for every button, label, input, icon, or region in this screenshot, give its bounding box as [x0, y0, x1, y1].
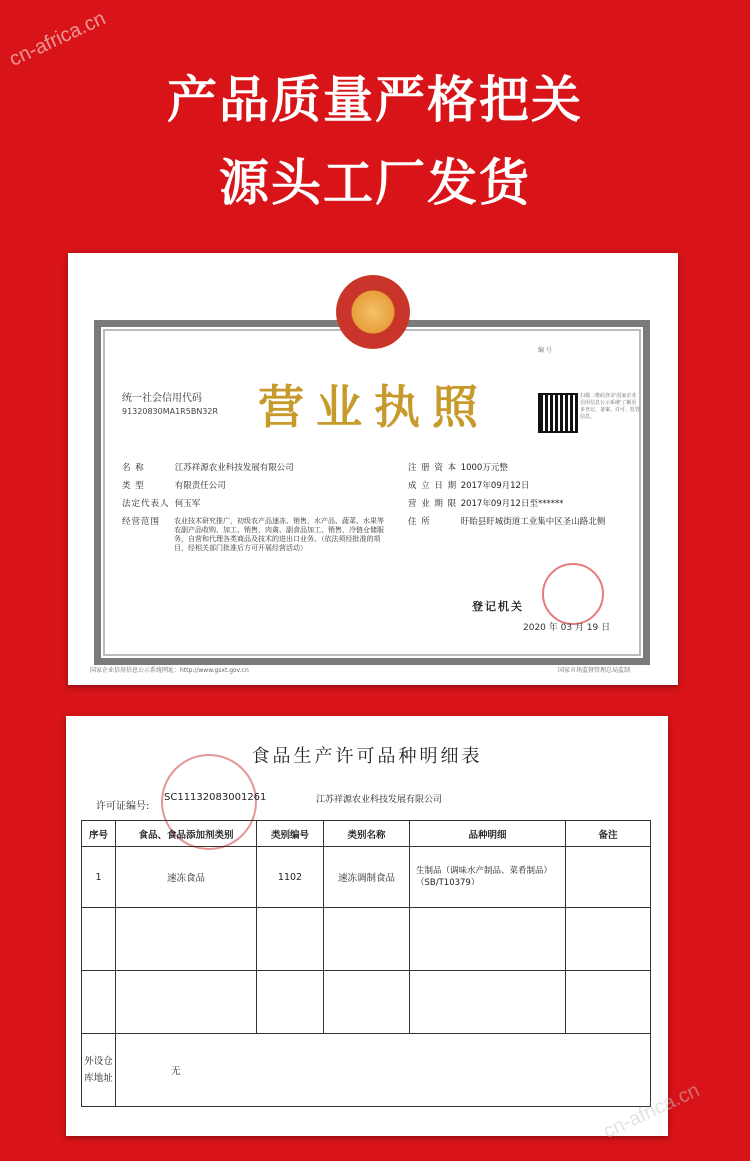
- business-license-card: [68, 253, 678, 685]
- table-row: [82, 847, 651, 908]
- license-no-label: 许可证编号:: [96, 801, 150, 812]
- national-emblem-icon: [336, 275, 410, 349]
- address-row: [408, 515, 605, 527]
- headline-line1: 产品质量严格把关: [167, 71, 583, 129]
- watermark-top-left: cn-africa.cn: [5, 7, 109, 71]
- permit-table: [81, 820, 651, 1107]
- red-seal-icon: [542, 563, 604, 625]
- capital-label: 注 册 资 本: [408, 463, 458, 473]
- header-note: 备注: [566, 821, 651, 847]
- warehouse-row: [82, 1034, 651, 1107]
- license-type-row: [122, 479, 226, 491]
- cell-products: 生制品（调味水产制品、菜肴制品）（SB/T10379）: [410, 847, 566, 908]
- license-footer-left: 国家企业信用信息公示系统网址：http://www.gsxt.gov.cn: [90, 667, 249, 674]
- license-no-value: SC11132083001261: [164, 792, 267, 803]
- food-permit-title: 食品生产许可品种明细表: [251, 746, 483, 767]
- headline-line2: 源头工厂发货: [219, 154, 531, 212]
- warehouse-value: 无: [116, 1034, 651, 1107]
- business-scope: 农业技术研究推广，初级农产品速冻、销售，水产品、蔬菜、水果等农副产品收购、加工、销售，肉禽、副食品加工、销售，冷链仓储服务，自营和代理各类商品及技术的进出口业务。（依法须经批准的项目，经相关部门批准后方可开展经营活动）: [174, 517, 384, 552]
- header-name: 类别名称: [324, 821, 410, 847]
- cell-no: 1: [82, 847, 116, 908]
- registration-date: 2020 年 03 月 19 日: [523, 623, 611, 633]
- founded-label: 成 立 日 期: [408, 481, 458, 491]
- header-code: 类别编号: [257, 821, 324, 847]
- warehouse-label: 外设仓库地址: [82, 1034, 116, 1107]
- registration-authority: 登记机关: [472, 600, 524, 613]
- address-label: 住 所: [408, 517, 431, 527]
- license-name-row: [122, 461, 294, 473]
- table-row-empty: [82, 971, 651, 1034]
- header-products: 品种明细: [410, 821, 566, 847]
- capital-value: 1000万元整: [460, 463, 508, 473]
- cell-name: 速冻调制食品: [324, 847, 410, 908]
- permit-company-name: 江苏祥源农业科技发展有限公司: [316, 795, 443, 805]
- company-type: 有限责任公司: [174, 481, 226, 491]
- name-label: 名 称: [122, 463, 145, 473]
- scope-label: 经营范围: [122, 517, 161, 527]
- company-name: 江苏祥源农业科技发展有限公司: [174, 463, 294, 473]
- credit-code-label: 统一社会信用代码: [122, 393, 202, 404]
- header-no: 序号: [82, 821, 116, 847]
- watermark-bottom-right: cn-africa.cn: [599, 1079, 703, 1143]
- address-value: 盱眙县盱城街道工业集中区圣山路北侧: [460, 517, 606, 527]
- legal-rep: 何玉军: [174, 499, 201, 509]
- rep-label: 法定代表人: [122, 499, 170, 509]
- term-label: 营 业 期 限: [408, 499, 458, 509]
- table-row-empty: [82, 908, 651, 971]
- capital-row: [408, 461, 508, 473]
- founded-value: 2017年09月12日: [460, 481, 530, 491]
- license-serial-label: 编 号: [538, 347, 552, 354]
- qr-note: 扫描二维码登录'国家企业信用信息公示系统'了解更多登记、备案、许可、监管信息。: [580, 393, 641, 420]
- credit-code-value: 91320830MA1R5BN32R: [122, 407, 219, 416]
- term-value: 2017年09月12日至******: [460, 499, 564, 509]
- cell-code: 1102: [257, 847, 324, 908]
- founded-row: [408, 479, 529, 491]
- food-permit-card: [66, 716, 668, 1136]
- license-title: 营业执照: [258, 380, 490, 434]
- term-row: [408, 497, 563, 509]
- license-footer-right: 国家市场监督管理总局监制: [558, 667, 631, 674]
- cell-note: [566, 847, 651, 908]
- table-header-row: [82, 821, 651, 847]
- type-label: 类 型: [122, 481, 145, 491]
- cell-category: 速冻食品: [116, 847, 257, 908]
- qr-code-icon: [538, 393, 578, 433]
- license-scope-row: [122, 515, 172, 527]
- license-rep-row: [122, 497, 200, 509]
- header-category: 食品、食品添加剂类别: [116, 821, 257, 847]
